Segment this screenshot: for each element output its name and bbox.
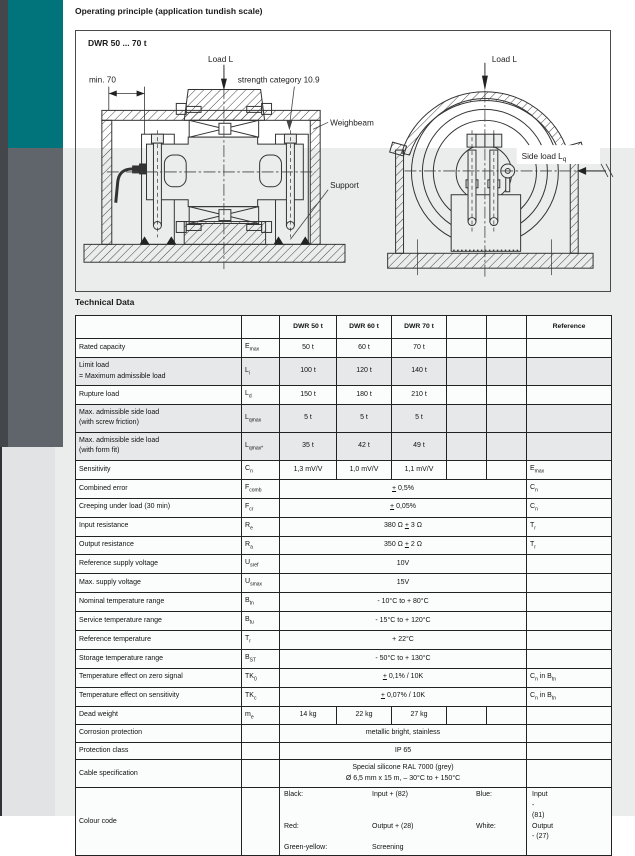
operating-principle-diagram: [76, 31, 610, 291]
column-header: DWR 60 t: [337, 316, 392, 339]
table-cell: IP 65: [280, 742, 527, 760]
technical-data-heading: Technical Data: [75, 297, 135, 307]
table-cell: + 0,07% / 10K: [280, 687, 527, 706]
stud-right: [284, 130, 296, 237]
table-row: [76, 460, 612, 479]
table-cell: 35 t: [280, 432, 337, 460]
table-cell: [527, 649, 612, 668]
table-row: [76, 649, 612, 668]
colour-code-line: Red: Output + (28) White: Output - (27): [284, 822, 554, 841]
table-cell: 22 kg: [337, 706, 392, 725]
table-cell: Temperature effect on zero signal: [76, 668, 242, 687]
page-left-edge-dark: [0, 0, 8, 447]
table-cell: [447, 386, 487, 405]
table-cell: $R_e$: [242, 517, 280, 536]
table-cell: $B_{tu}$: [242, 612, 280, 631]
table-cell: $B_{tn}$: [242, 593, 280, 612]
table-row: [76, 725, 612, 743]
table-cell: Special silicone RAL 7000 (grey) Ø 6,5 mm x 15 m, – 30°C to + 150°C: [280, 760, 527, 788]
table-cell: Combined error: [76, 479, 242, 498]
column-header: DWR 50 t: [280, 316, 337, 339]
table-row: [76, 555, 612, 574]
load-block: [184, 90, 264, 121]
table-cell: 350 Ω + 2 Ω: [280, 536, 527, 555]
column-header: Reference: [527, 316, 612, 339]
table-cell: $U_{sref}$: [242, 555, 280, 574]
weighbeam-label: Weighbeam: [330, 118, 374, 128]
table-cell: [527, 612, 612, 631]
table-cell: [487, 460, 527, 479]
table-cell: 10V: [280, 555, 527, 574]
table-cell: Limit load = Maximum admissible load: [76, 358, 242, 386]
table-cell: 210 t: [392, 386, 447, 405]
table-cell: 27 kg: [392, 706, 447, 725]
table-cell: Corrosion protection: [76, 725, 242, 743]
shell-wall-right: [570, 150, 578, 253]
table-cell: $C_n$ in $B_{tn}$: [527, 687, 612, 706]
table-cell: 120 t: [337, 358, 392, 386]
table-cell: [447, 460, 487, 479]
table-cell: 50 t: [280, 339, 337, 358]
table-row: [76, 612, 612, 631]
table-cell: $TK_c$: [242, 687, 280, 706]
table-cell: [527, 432, 612, 460]
strength-category-label: strength category 10.9: [237, 75, 320, 85]
column-header: [447, 316, 487, 339]
operating-principle-figure: [75, 30, 611, 292]
table-cell: [487, 706, 527, 725]
table-cell: $C_n$ in $B_{tn}$: [527, 668, 612, 687]
table-row: [76, 788, 612, 856]
column-header: [242, 316, 280, 339]
page-title: Operating principle (application tundish scale): [75, 6, 263, 16]
table-cell: 42 t: [337, 432, 392, 460]
table-cell: [527, 404, 612, 432]
table-cell: 140 t: [392, 358, 447, 386]
table-cell: [447, 358, 487, 386]
table-cell: $m_e$: [242, 706, 280, 725]
table-cell: [487, 404, 527, 432]
table-cell: [447, 339, 487, 358]
base-plate-end-view: [388, 253, 593, 268]
table-cell: [527, 339, 612, 358]
table-cell: [527, 593, 612, 612]
table-cell: [527, 725, 612, 743]
table-cell: [280, 788, 554, 856]
technical-data-table: [75, 315, 612, 856]
table-row: [76, 574, 612, 593]
colour-code-line: Black: Input + (82) Blue: Input - (81): [284, 791, 548, 820]
table-cell: + 0,5%: [280, 479, 527, 498]
table-cell: $C_n$: [527, 498, 612, 517]
table-cell: Reference temperature: [76, 630, 242, 649]
column-header: [487, 316, 527, 339]
table-cell: [487, 339, 527, 358]
table-row: [76, 432, 612, 460]
table-cell: Nominal temperature range: [76, 593, 242, 612]
column-header: DWR 70 t: [392, 316, 447, 339]
table-cell: $L_{qmax}$: [242, 404, 280, 432]
side-load-label: Side load $L_q$: [521, 152, 567, 163]
table-cell: 1,3 mV/V: [280, 460, 337, 479]
table-cell: 70 t: [392, 339, 447, 358]
load-arrow-right: [482, 63, 488, 91]
table-cell: Service temperature range: [76, 612, 242, 631]
base-plate-left-view: [84, 244, 345, 262]
table-cell: Max. supply voltage: [76, 574, 242, 593]
table-cell: + 0,05%: [280, 498, 527, 517]
table-cell: $T_r$: [527, 536, 612, 555]
table-row: [76, 386, 612, 405]
table-cell: - 50°C to + 130°C: [280, 649, 527, 668]
table-cell: Sensitivity: [76, 460, 242, 479]
table-cell: $L_i$: [242, 358, 280, 386]
table-cell: 5 t: [280, 404, 337, 432]
shell-wall-left: [396, 150, 404, 253]
table-cell: [527, 630, 612, 649]
side-view-drawing: [84, 65, 345, 269]
min70-label: min. 70: [88, 75, 116, 85]
table-cell: Creeping under load (30 min): [76, 498, 242, 517]
table-cell: $F_{cr}$: [242, 498, 280, 517]
table-cell: Input resistance: [76, 517, 242, 536]
table-cell: $T_r$: [242, 630, 280, 649]
support-label: Support: [330, 180, 359, 190]
table-row: [76, 593, 612, 612]
table-cell: 15V: [280, 574, 527, 593]
table-cell: [487, 432, 527, 460]
load-label-left: Load L: [208, 54, 234, 64]
table-cell: [487, 386, 527, 405]
table-cell: [447, 706, 487, 725]
table-cell: + 22°C: [280, 630, 527, 649]
table-cell: [527, 386, 612, 405]
table-cell: $TK_0$: [242, 668, 280, 687]
table-cell: [527, 358, 612, 386]
table-cell: [242, 760, 280, 788]
table-cell: [527, 742, 612, 760]
table-cell: Rupture load: [76, 386, 242, 405]
table-cell: 5 t: [392, 404, 447, 432]
stud-left: [151, 130, 163, 237]
table-row: [76, 404, 612, 432]
colour-code-line: Green-yellow: Screening: [284, 843, 404, 851]
table-cell: $T_r$: [527, 517, 612, 536]
table-cell: Output resistance: [76, 536, 242, 555]
table-cell: 1,1 mV/V: [392, 460, 447, 479]
table-cell: Colour code: [76, 788, 242, 856]
table-cell: $R_a$: [242, 536, 280, 555]
table-cell: [447, 404, 487, 432]
weighbeam-wall-left: [102, 120, 112, 244]
column-header: [76, 316, 242, 339]
table-cell: [447, 432, 487, 460]
table-cell: 5 t: [337, 404, 392, 432]
table-cell: $L_{qmax*}$: [242, 432, 280, 460]
table-row: [76, 498, 612, 517]
table-cell: $B_{ST}$: [242, 649, 280, 668]
table-row: [76, 760, 612, 788]
table-cell: metallic bright, stainless: [280, 725, 527, 743]
support-block-end-view: [451, 195, 520, 252]
table-cell: Reference supply voltage: [76, 555, 242, 574]
table-cell: 180 t: [337, 386, 392, 405]
table-cell: [242, 742, 280, 760]
table-cell: 1,0 mV/V: [337, 460, 392, 479]
table-row: [76, 517, 612, 536]
table-cell: $E_{max}$: [242, 339, 280, 358]
table-cell: Storage temperature range: [76, 649, 242, 668]
margin-teal-block: [8, 0, 63, 148]
table-cell: Temperature effect on sensitivity: [76, 687, 242, 706]
table-cell: - 15°C to + 120°C: [280, 612, 527, 631]
table-cell: Protection class: [76, 742, 242, 760]
table-cell: $U_{smax}$: [242, 574, 280, 593]
table-cell: [527, 760, 612, 788]
table-row: [76, 742, 612, 760]
table-row: [76, 479, 612, 498]
load-arrow-left: [221, 65, 227, 91]
table-cell: $C_n$: [242, 460, 280, 479]
table-cell: 150 t: [280, 386, 337, 405]
table-cell: [527, 574, 612, 593]
table-cell: [527, 706, 612, 725]
table-cell: $E_{max}$: [527, 460, 612, 479]
weighbeam-wall-right: [310, 120, 320, 244]
table-row: [76, 630, 612, 649]
table-row: [76, 687, 612, 706]
end-view-drawing: [388, 63, 613, 279]
load-label-right: Load L: [491, 54, 517, 64]
strength-leader: [286, 87, 294, 131]
table-cell: Cable specification: [76, 760, 242, 788]
table-cell: + 0,1% / 10K: [280, 668, 527, 687]
table-cell: 49 t: [392, 432, 447, 460]
table-cell: 100 t: [280, 358, 337, 386]
side-load-arrow: [577, 164, 613, 177]
margin-light-panel: [2, 447, 55, 816]
table-cell: Max. admissible side load (with form fit): [76, 432, 242, 460]
table-cell: Max. admissible side load (with screw friction): [76, 404, 242, 432]
margin-slate-block: [8, 148, 63, 447]
table-cell: 60 t: [337, 339, 392, 358]
table-cell: [242, 725, 280, 743]
table-row: [76, 536, 612, 555]
table-cell: - 10°C to + 80°C: [280, 593, 527, 612]
table-cell: 380 Ω + 3 Ω: [280, 517, 527, 536]
table-cell: Dead weight: [76, 706, 242, 725]
table-cell: $F_{comb}$: [242, 479, 280, 498]
table-row: [76, 668, 612, 687]
table-cell: $C_n$: [527, 479, 612, 498]
table-cell: Rated capacity: [76, 339, 242, 358]
table-row: [76, 358, 612, 386]
table-cell: [487, 358, 527, 386]
figure-title: DWR 50 ... 70 t: [88, 38, 147, 48]
table-cell: [527, 555, 612, 574]
table-header-row: [76, 316, 612, 339]
table-cell: $L_d$: [242, 386, 280, 405]
table-row: [76, 706, 612, 725]
table-cell: [242, 788, 280, 856]
table-cell: 14 kg: [280, 706, 337, 725]
table-row: [76, 339, 612, 358]
